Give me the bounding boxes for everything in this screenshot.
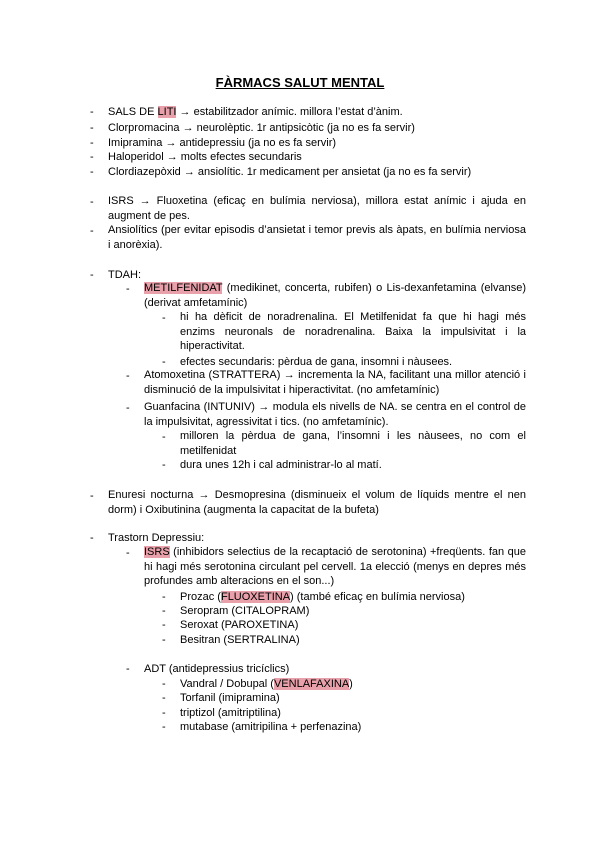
list-item-guanf-sub2: dura unes 12h i cal administrar-lo al matí. [180, 459, 382, 471]
list-item-clorpromacina: Clorpromacina → neurolèptic. 1r antipsicòtic (ja no es fa servir) [108, 122, 415, 134]
highlight: LITI [157, 106, 177, 118]
bullet-dash: - [162, 356, 166, 368]
highlight: ISRS [144, 546, 170, 558]
bullet-dash: - [162, 312, 166, 324]
list-item-liti: SALS DE LITI → estabilitzador anímic. millora l’estat d’ànim. [108, 106, 403, 118]
bullet-dash: - [162, 678, 166, 690]
list-item-torfanil: Torfanil (imipramina) [180, 692, 280, 704]
bullet-dash: - [90, 532, 94, 544]
list-item-imipramina: Imipramina → antidepressiu (ja no es fa servir) [108, 137, 337, 149]
bullet-dash: - [90, 106, 94, 118]
bullet-dash: - [90, 166, 94, 178]
bullet-dash: - [90, 151, 94, 163]
list-item-seroxat: Seroxat (PAROXETINA) [180, 619, 299, 631]
bullet-dash: - [90, 196, 94, 208]
bullet-dash: - [162, 591, 166, 603]
highlight: VENLAFAXINA [273, 678, 350, 690]
section-tdah-label: TDAH: [108, 269, 141, 281]
list-item-besitran: Besitran (SERTRALINA) [180, 634, 300, 646]
list-item-triptizol: triptizol (amitriptilina) [180, 707, 281, 719]
bullet-dash: - [90, 137, 94, 149]
bullet-dash: - [162, 692, 166, 704]
list-item-isrs: ISRS → Fluoxetina (eficaç en bulímia nerviosa), millora estat anímic i ajuda en augment de pes. [108, 195, 526, 222]
bullet-dash: - [90, 490, 94, 502]
bullet-dash: - [90, 269, 94, 281]
list-item-metilfenidat: METILFENIDAT (medikinet, concerta, rubifen) o Lis-dexanfetamina (elvanse) (derivat amfetamínic) [144, 282, 526, 309]
bullet-dash: - [162, 605, 166, 617]
list-item-atomoxetina: Atomoxetina (STRATTERA) → incrementa la NA, facilitant una millor atenció i disminució de la impulsivitat i hiperactivitat. (no amfetamínic) [144, 369, 526, 396]
bullet-dash: - [162, 431, 166, 443]
highlight: METILFENIDAT [144, 282, 223, 294]
bullet-dash: - [126, 283, 130, 295]
bullet-dash: - [162, 459, 166, 471]
list-item-met-sub2: efectes secundaris: pèrdua de gana, insomni i nàusees. [180, 356, 453, 368]
bullet-dash: - [126, 547, 130, 559]
list-item-seropram: Seropram (CITALOPRAM) [180, 605, 310, 617]
list-item-isrs-depressiu: ISRS (inhibidors selectius de la recaptació de serotonina) +freqüents. fan que hi hagi més serotonina circulant pel cervell. 1a elecció (menys en depres més profundes amb alteracions en el son...) [144, 546, 526, 588]
page-title: FÀRMACS SALUT MENTAL [215, 75, 385, 90]
list-item-guanfacina: Guanfacina (INTUNIV) → modula els nivells de NA. se centra en el control de la impulsivitat, agressivitat i tics. (no amfetamínic). [144, 401, 526, 428]
bullet-dash: - [90, 122, 94, 134]
bullet-dash: - [162, 619, 166, 631]
section-depressiu-label: Trastorn Depressiu: [108, 532, 205, 544]
list-item-prozac: Prozac (FLUOXETINA) (també eficaç en bulímia nerviosa) [180, 591, 465, 603]
bullet-dash: - [162, 707, 166, 719]
highlight: FLUOXETINA [220, 591, 291, 603]
bullet-dash: - [162, 721, 166, 733]
bullet-dash: - [162, 634, 166, 646]
bullet-dash: - [126, 402, 130, 414]
list-item-ansiolitics: Ansiolítics (per evitar episodis d’ansietat i temor previs als àpats, en bulímia nerviosa i anorèxia). [108, 224, 526, 251]
bullet-dash: - [90, 225, 94, 237]
bullet-dash: - [126, 370, 130, 382]
list-item-guanf-sub1: milloren la pèrdua de gana, l’insomni i les nàusees, no com el metilfenidat [180, 430, 526, 457]
list-item-mutabase: mutabase (amitripilina + perfenazina) [180, 721, 362, 733]
list-item-adt: ADT (antidepressius tricíclics) [144, 663, 290, 675]
list-item-clordiazepoxid: Clordiazepòxid → ansiolític. 1r medicament per ansietat (ja no es fa servir) [108, 166, 472, 178]
list-item-haloperidol: Haloperidol → molts efectes secundaris [108, 151, 302, 163]
bullet-dash: - [126, 663, 130, 675]
list-item-enuresi: Enuresi nocturna → Desmopresina (disminueix el volum de líquids mentre el nen dorm) i Oxibutinina (augmenta la capacitat de la bufeta) [108, 489, 526, 516]
list-item-vandral: Vandral / Dobupal (VENLAFAXINA) [180, 678, 353, 690]
list-item-met-sub1: hi ha dèficit de noradrenalina. El Metilfenidat fa que hi hagi més enzims neuronals de noradrenalina. Baixa la impulsivitat i la hiperactivitat. [180, 311, 526, 353]
